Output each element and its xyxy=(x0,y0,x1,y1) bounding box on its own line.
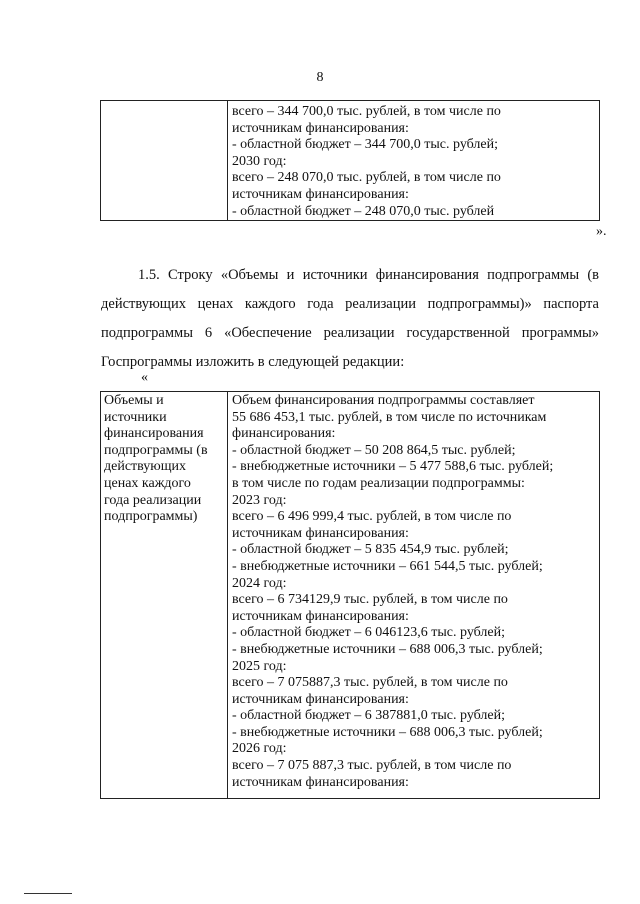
table-row xyxy=(101,101,600,221)
row-header-line: финансирования xyxy=(104,426,204,442)
paragraph-line: 1.5. Строку «Объемы и источники финансирования подпрограммы (в xyxy=(138,267,599,283)
row-header-line: ценах каждого xyxy=(104,475,191,491)
amendment-paragraph xyxy=(101,261,599,377)
funding-line: всего – 6 734129,9 тыс. рублей, в том числе по xyxy=(232,592,508,608)
funding-line: - областной бюджет – 6 387881,0 тыс. рублей; xyxy=(232,708,505,724)
funding-line: 2026 год: xyxy=(232,741,287,757)
subprogram-funding-table xyxy=(100,391,600,799)
funding-line: - внебюджетные источники – 688 006,3 тыс. рублей; xyxy=(232,724,543,740)
funding-line: - областной бюджет – 5 835 454,9 тыс. рублей; xyxy=(232,542,509,558)
funding-line: источникам финансирования: xyxy=(232,608,409,624)
row-header-line: Объемы и xyxy=(104,393,164,408)
row-header-line: действующих xyxy=(104,459,187,475)
row-header-line: источники xyxy=(104,409,167,425)
funding-line: источникам финансирования: xyxy=(232,691,409,707)
funding-line: - областной бюджет – 6 046123,6 тыс. рублей; xyxy=(232,625,505,641)
funding-line: всего – 7 075 887,3 тыс. рублей, в том числе по xyxy=(232,758,512,774)
funding-line: источникам финансирования: xyxy=(232,774,409,790)
funding-line: - областной бюджет – 50 208 864,5 тыс. рублей; xyxy=(232,442,516,458)
funding-line: всего – 7 075887,3 тыс. рублей, в том числе по xyxy=(232,675,508,691)
footer-divider xyxy=(24,893,72,894)
table-line: всего – 344 700,0 тыс. рублей, в том числе по xyxy=(232,104,501,119)
row-header-line: года реализации xyxy=(104,492,202,508)
row-header-line: подпрограммы) xyxy=(104,509,198,525)
page-number: 8 xyxy=(316,70,324,85)
opening-quote: « xyxy=(141,370,148,385)
table-line: - областной бюджет – 344 700,0 тыс. рублей; xyxy=(232,137,498,153)
table-row xyxy=(101,392,600,799)
closing-quote: ». xyxy=(596,224,607,239)
table-line: источникам финансирования: xyxy=(232,120,409,136)
funding-line: финансирования: xyxy=(232,426,336,442)
funding-line: источникам финансирования: xyxy=(232,525,409,541)
table-line: 2030 год: xyxy=(232,153,287,169)
top-table-left-cell xyxy=(101,101,228,221)
row-header-cell xyxy=(101,392,228,799)
funding-line: 55 686 453,1 тыс. рублей, в том числе по источникам xyxy=(232,409,547,425)
funding-line: - внебюджетные источники – 661 544,5 тыс. рублей; xyxy=(232,558,543,574)
table-line: источникам финансирования: xyxy=(232,186,409,202)
funding-line: - внебюджетные источники – 5 477 588,6 тыс. рублей; xyxy=(232,459,554,475)
funding-line: в том числе по годам реализации подпрограммы: xyxy=(232,475,525,491)
paragraph-line: Госпрограммы изложить в следующей редакции: xyxy=(101,354,405,370)
funding-details-cell xyxy=(228,392,600,799)
top-funding-table xyxy=(100,100,600,221)
funding-line: 2025 год: xyxy=(232,658,287,674)
funding-line: всего – 6 496 999,4 тыс. рублей, в том числе по xyxy=(232,509,512,525)
paragraph-line: подпрограммы 6 «Обеспечение реализации государственной программы» xyxy=(101,325,599,341)
funding-line: Объем финансирования подпрограммы составляет xyxy=(232,393,535,408)
top-table-right-cell xyxy=(228,101,600,221)
row-header-line: подпрограммы (в xyxy=(104,442,208,458)
funding-line: 2023 год: xyxy=(232,492,287,508)
paragraph-line: действующих ценах каждого года реализации подпрограммы)» паспорта xyxy=(101,296,599,312)
table-line: - областной бюджет – 248 070,0 тыс. рублей xyxy=(232,203,495,219)
funding-line: - внебюджетные источники – 688 006,3 тыс. рублей; xyxy=(232,641,543,657)
funding-line: 2024 год: xyxy=(232,575,287,591)
table-line: всего – 248 070,0 тыс. рублей, в том числе по xyxy=(232,170,501,186)
